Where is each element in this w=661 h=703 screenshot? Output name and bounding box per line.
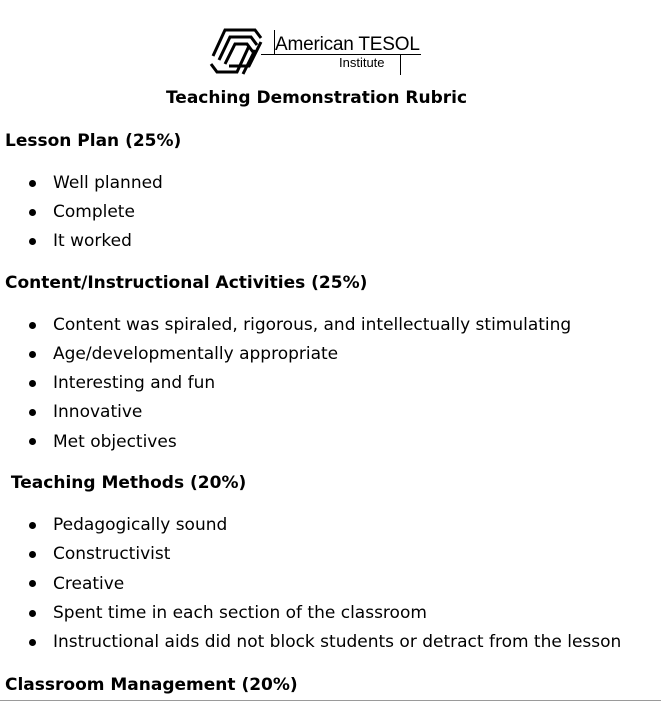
- bullet-icon: [29, 522, 36, 529]
- list-item-text: Pedagogically sound: [53, 515, 228, 535]
- list-item-text: Innovative: [53, 402, 143, 422]
- list-item: [0, 169, 163, 198]
- logo-text-institute: Institute: [339, 55, 385, 70]
- bullet-icon: [29, 209, 36, 216]
- bullet-icon: [29, 322, 36, 329]
- bullet-icon: [29, 351, 36, 358]
- bullet-icon: [29, 610, 36, 617]
- logo: [209, 26, 429, 78]
- list-item-text: Interesting and fun: [53, 373, 216, 393]
- bullet-list-lesson-plan: [0, 169, 163, 256]
- list-item-text: Constructivist: [53, 544, 171, 564]
- list-item: [0, 398, 571, 427]
- stacked-angular-logo-icon: [209, 26, 265, 76]
- section-heading-classroom-management: Classroom Management (20%): [5, 675, 298, 695]
- list-item: [0, 540, 621, 569]
- bullet-icon: [29, 580, 36, 587]
- bullet-icon: [29, 639, 36, 646]
- logo-divider-vertical-lower: [400, 54, 401, 75]
- list-item-text: Met objectives: [53, 432, 177, 452]
- list-item: [0, 369, 571, 398]
- section-heading-lesson-plan: Lesson Plan (25%): [5, 131, 182, 151]
- bullet-list-content-activities: [0, 311, 571, 457]
- bullet-icon: [29, 180, 36, 187]
- bullet-icon: [29, 551, 36, 558]
- logo-text-name: American TESOL: [275, 34, 420, 55]
- list-item: [0, 599, 621, 628]
- bullet-icon: [29, 438, 36, 445]
- list-item-text: Content was spiraled, rigorous, and intellectually stimulating: [53, 315, 572, 335]
- list-item-text: Creative: [53, 574, 125, 594]
- bullet-icon: [29, 409, 36, 416]
- list-item: [0, 427, 571, 457]
- list-item-text: Age/developmentally appropriate: [53, 344, 339, 364]
- bullet-icon: [29, 238, 36, 245]
- section-heading-content-activities: Content/Instructional Activities (25%): [5, 273, 368, 293]
- list-item: [0, 198, 163, 227]
- list-item: [0, 340, 571, 369]
- bullet-list-teaching-methods: [0, 511, 621, 657]
- list-item-text: Well planned: [53, 173, 163, 193]
- list-item-text: Spent time in each section of the classroom: [53, 603, 427, 623]
- bullet-icon: [29, 380, 36, 387]
- list-item: [0, 511, 621, 540]
- section-heading-teaching-methods: Teaching Methods (20%): [5, 473, 247, 493]
- list-item-text: It worked: [53, 231, 132, 251]
- list-item: [0, 311, 571, 340]
- list-item-text: Instructional aids did not block students or detract from the lesson: [53, 632, 622, 652]
- page-bottom-divider: [0, 700, 661, 701]
- list-item: [0, 569, 621, 599]
- list-item-text: Complete: [53, 202, 135, 222]
- document-title: Teaching Demonstration Rubric: [165, 88, 468, 108]
- list-item: [0, 227, 163, 256]
- list-item: [0, 628, 621, 657]
